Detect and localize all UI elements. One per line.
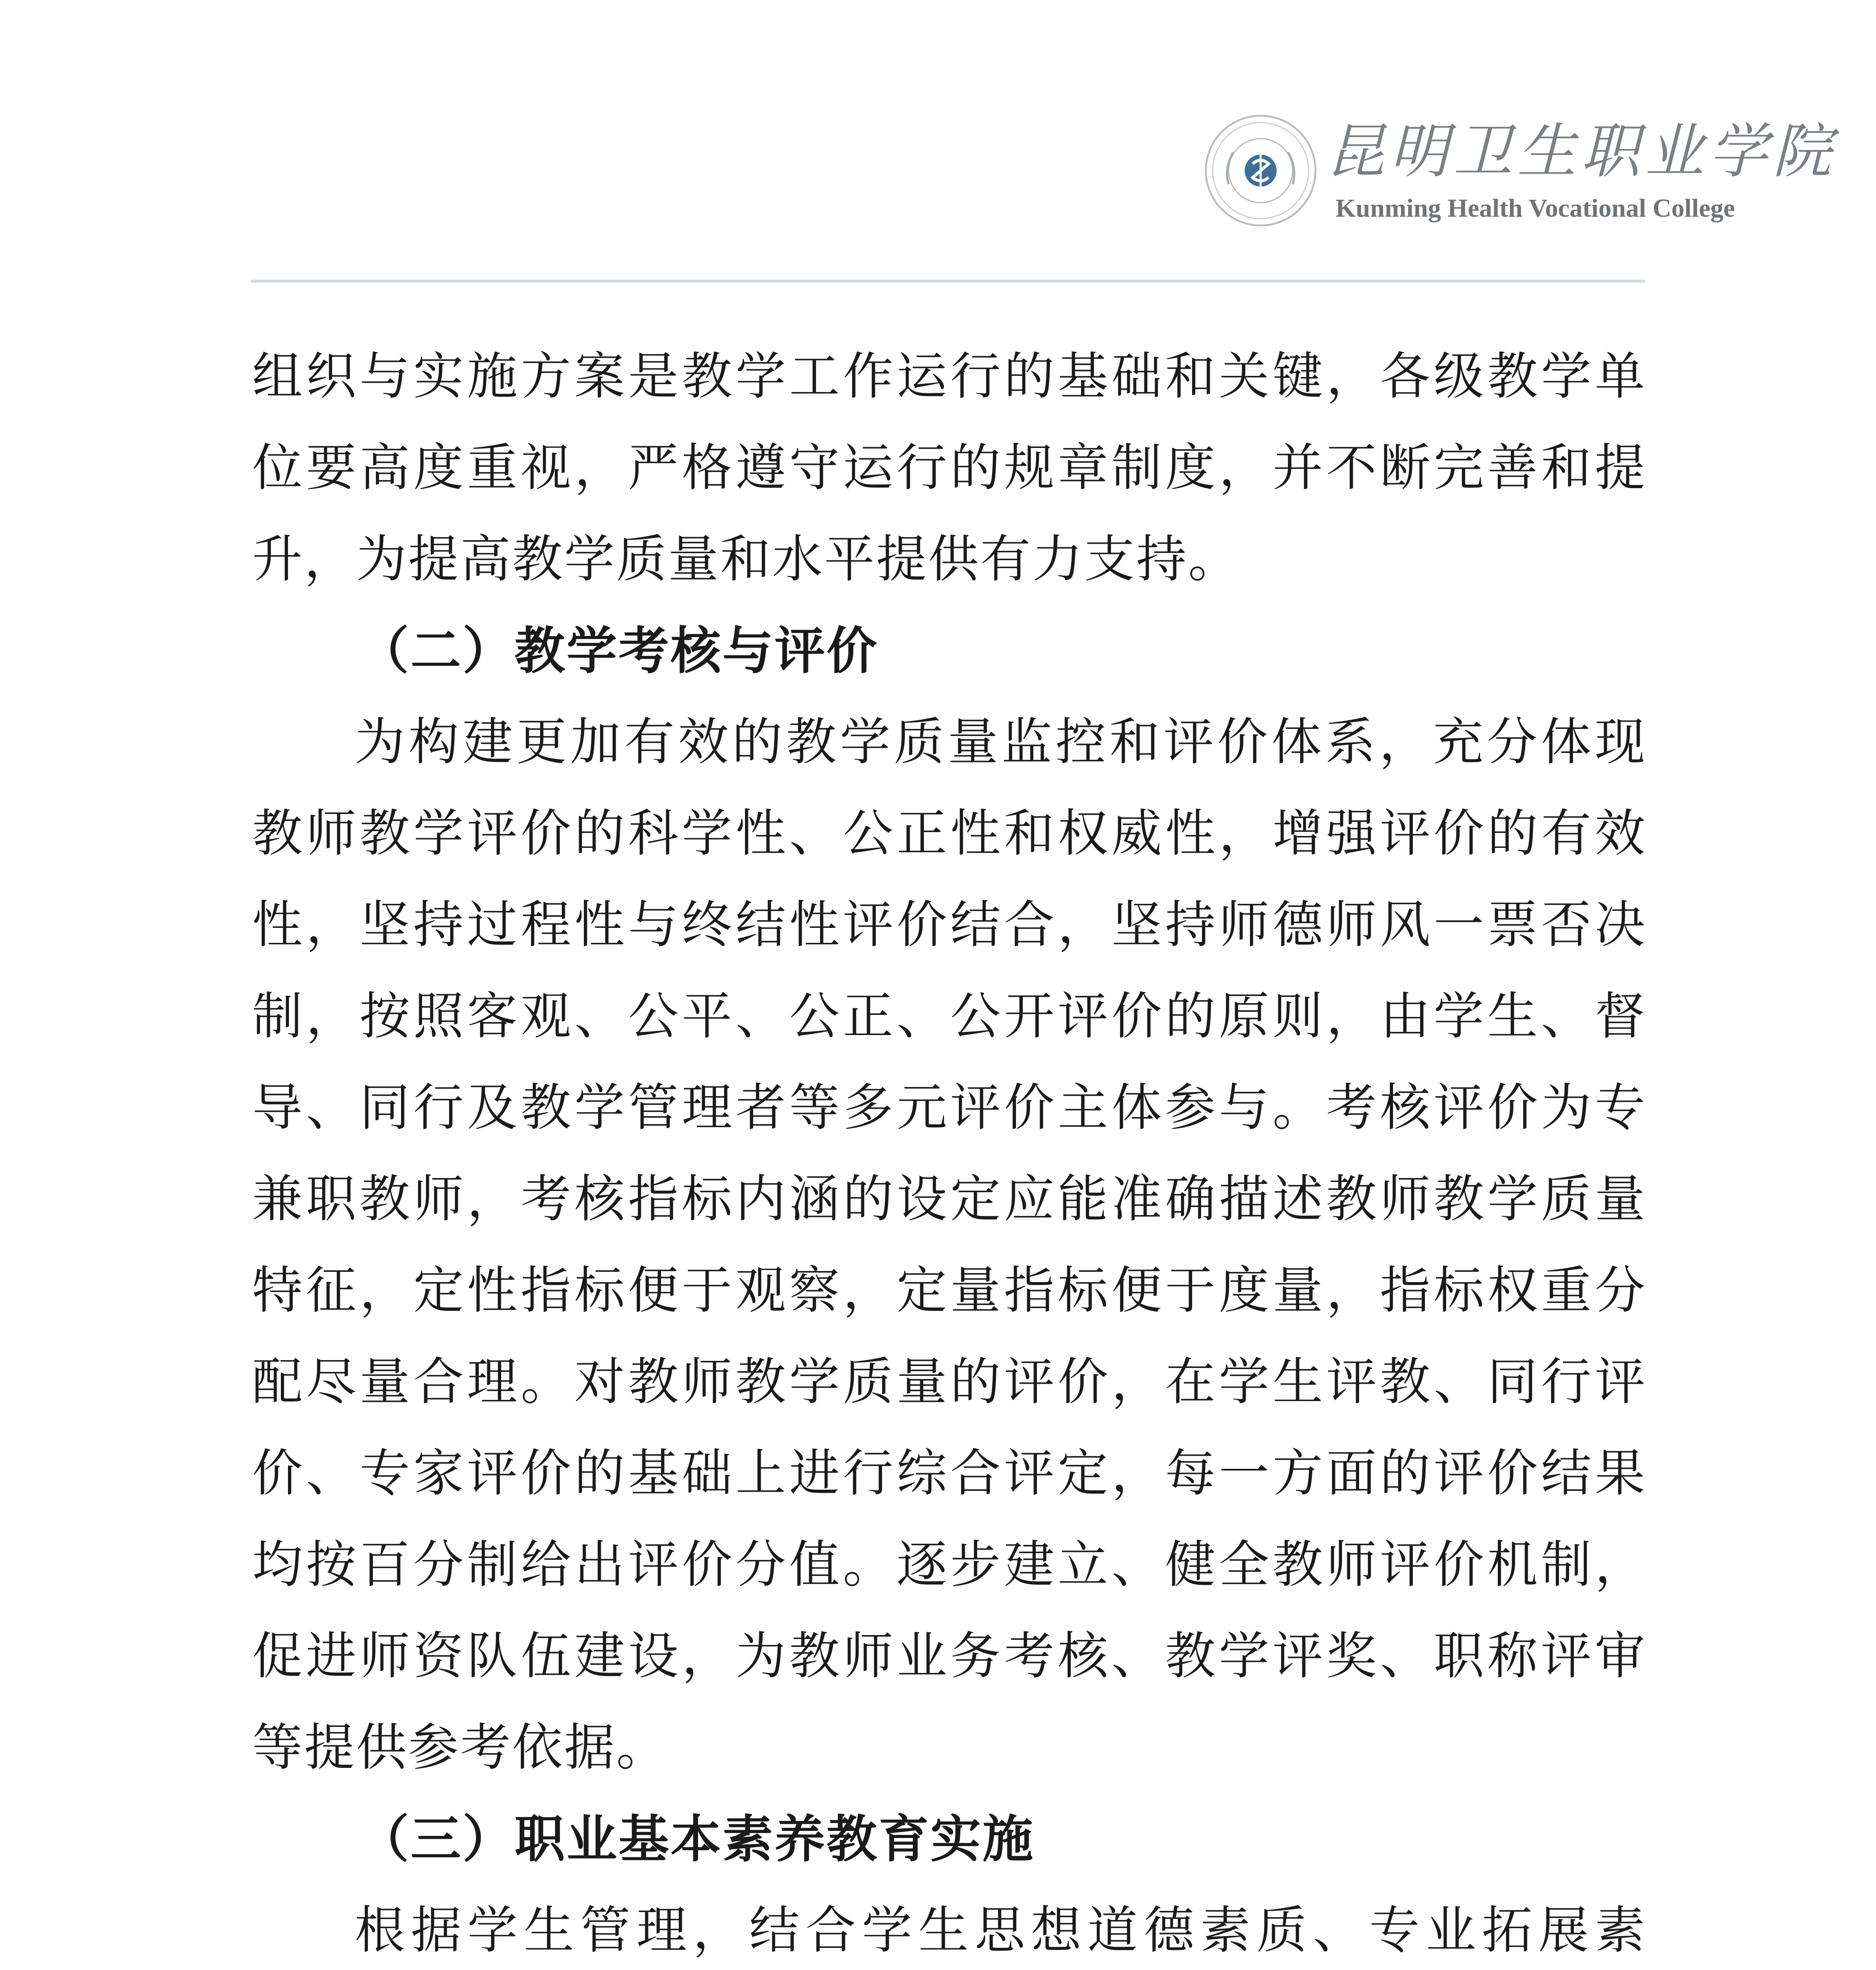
college-seal-logo: [1204, 113, 1318, 228]
section-heading-evaluation: （二）教学考核与评价: [358, 621, 879, 680]
college-name-english: Kunming Health Vocational College: [1335, 194, 1735, 223]
header-divider: [251, 280, 1645, 282]
section-heading-professional-literacy: （三）职业基本素养教育实施: [358, 1810, 1035, 1869]
paragraph-continued: 组织与实施方案是教学工作运行的基础和关键，各级教学单位要高度重视，严格遵守运行的规章制度，并不断完善和提升，为提高教学质量和水平提供有力支持。: [252, 347, 1647, 589]
page-header: [0, 0, 1876, 284]
college-name-chinese: 昆明卫生职业学院: [1326, 117, 1837, 186]
document-body: [252, 331, 1647, 1970]
paragraph-evaluation: 为构建更加有效的教学质量监控和评价体系，充分体现教师教学评价的科学性、公正性和权威性，增强评价的有效性，坚持过程性与终结性评价结合，坚持师德师风一票否决制，按照客观、公平、公正、公开评价的原则，由学生、督导、同行及教学管理者等多元评价主体参与。考核评价为专兼职教师，考核指标内涵的设定应能准确描述教师教学质量特征，定性指标便于观察，定量指标便于度量，指标权重分配尽量合理。对教师教学质量的评价，在学生评教、同行评价、专家评价的基础上进行综合评定，每一方面的评价结果均按百分制给出评价分值。逐步建立、健全教师评价机制，促进师资队伍建设，为教师业务考核、教学评奖、职称评审等提供参考依据。: [252, 713, 1647, 1777]
paragraph-professional-literacy: 根据学生管理，结合学生思想道德素质、专业拓展素: [355, 1901, 1647, 1960]
